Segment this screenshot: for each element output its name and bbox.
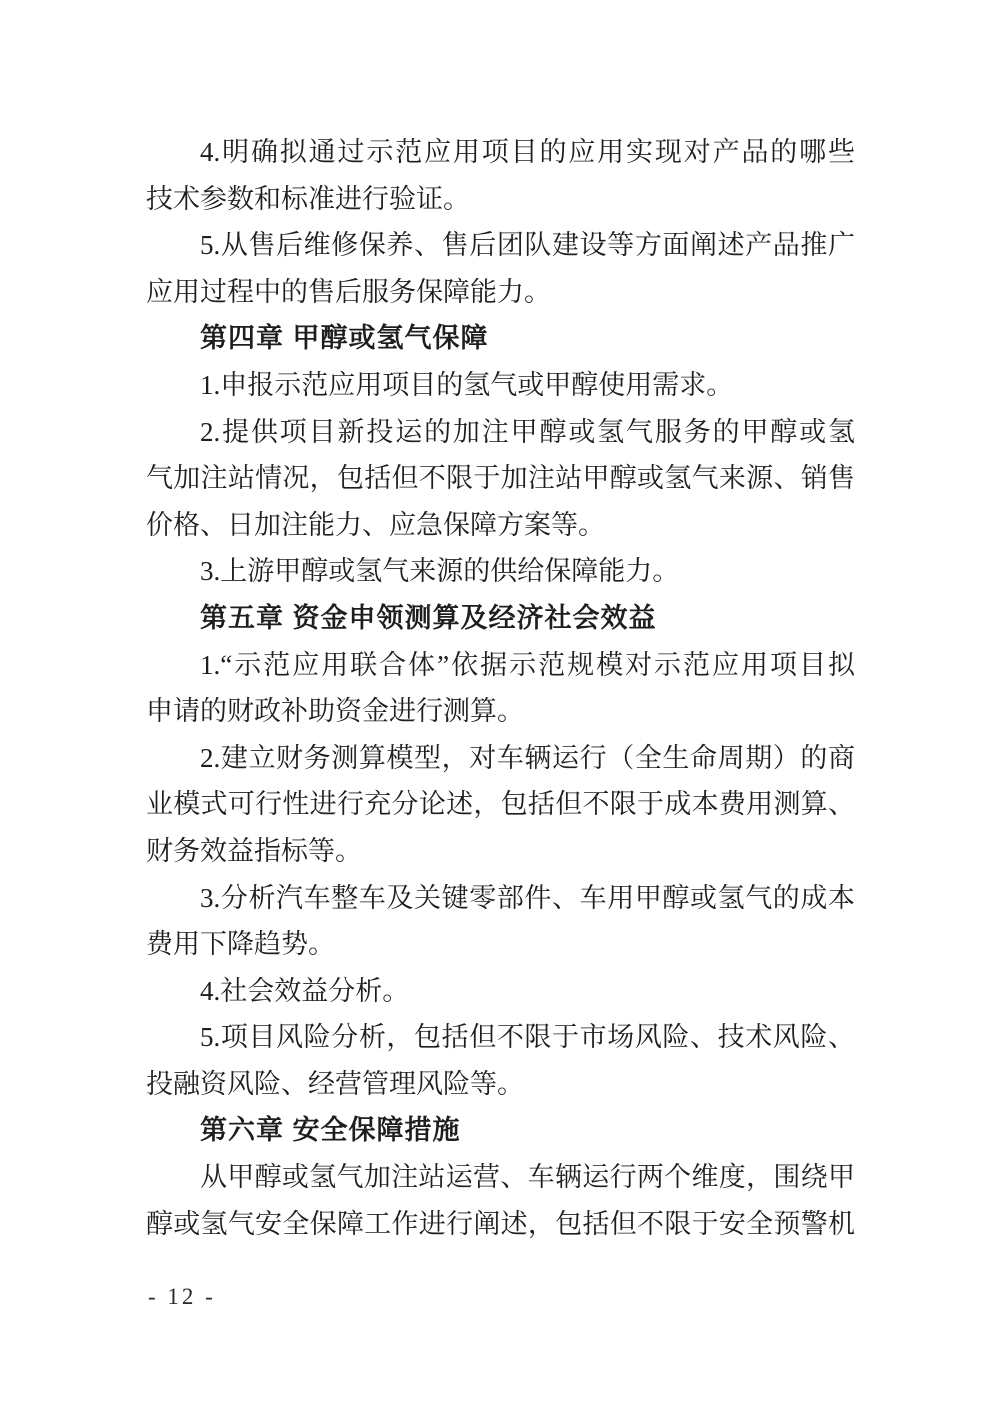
text-line: 1.申报示范应用项目的氢气或甲醇使用需求。 [200, 369, 734, 400]
paragraph [146, 548, 855, 595]
paragraph [146, 1154, 855, 1247]
paragraph [146, 129, 855, 222]
text-line: 第五章 资金申领测算及经济社会效益 [200, 602, 657, 633]
text-line: 1.“示范应用联合体”依据示范规模对示范应用项目拟 [200, 649, 855, 680]
text-line: 醇或氢气安全保障工作进行阐述，包括但不限于安全预警机 [146, 1208, 855, 1239]
text-line: 技术参数和标准进行验证。 [146, 183, 470, 214]
text-line: 3.分析汽车整车及关键零部件、车用甲醇或氢气的成本 [200, 882, 855, 913]
text-line: 业模式可行性进行充分论述，包括但不限于成本费用测算、 [146, 789, 855, 820]
paragraph [146, 642, 855, 735]
text-line: 2.提供项目新投运的加注甲醇或氢气服务的甲醇或氢 [200, 416, 855, 447]
paragraph [146, 362, 855, 409]
text-line: 财务效益指标等。 [146, 835, 362, 866]
paragraph [146, 409, 855, 549]
text-line: 应用过程中的售后服务保障能力。 [146, 276, 551, 307]
page-number: - 12 - [148, 1284, 216, 1309]
text-line: 价格、日加注能力、应急保障方案等。 [146, 509, 605, 540]
text-line: 气加注站情况，包括但不限于加注站甲醇或氢气来源、销售 [146, 463, 855, 494]
text-line: 从甲醇或氢气加注站运营、车辆运行两个维度，围绕甲 [200, 1162, 855, 1193]
text-line: 5.从售后维修保养、售后团队建设等方面阐述产品推广 [200, 230, 855, 261]
text-line: 5.项目风险分析，包括但不限于市场风险、技术风险、 [200, 1022, 855, 1053]
chapter-heading [146, 595, 855, 642]
text-line: 第四章 甲醇或氢气保障 [200, 323, 489, 354]
paragraph [146, 875, 855, 968]
text-line: 2.建立财务测算模型，对车辆运行（全生命周期）的商 [200, 742, 855, 773]
text-line: 4.社会效益分析。 [200, 975, 410, 1006]
chapter-heading [146, 315, 855, 362]
paragraph [146, 735, 855, 875]
text-line: 3.上游甲醇或氢气来源的供给保障能力。 [200, 556, 680, 587]
text-line: 4.明确拟通过示范应用项目的应用实现对产品的哪些 [200, 137, 855, 167]
paragraph [146, 968, 855, 1015]
chapter-heading [146, 1107, 855, 1154]
document-body [146, 129, 855, 1247]
text-line: 第六章 安全保障措施 [200, 1115, 461, 1146]
text-line: 费用下降趋势。 [146, 929, 335, 960]
text-line: 投融资风险、经营管理风险等。 [146, 1068, 524, 1099]
paragraph [146, 222, 855, 315]
paragraph [146, 1014, 855, 1107]
text-line: 申请的财政补助资金进行测算。 [146, 696, 524, 727]
